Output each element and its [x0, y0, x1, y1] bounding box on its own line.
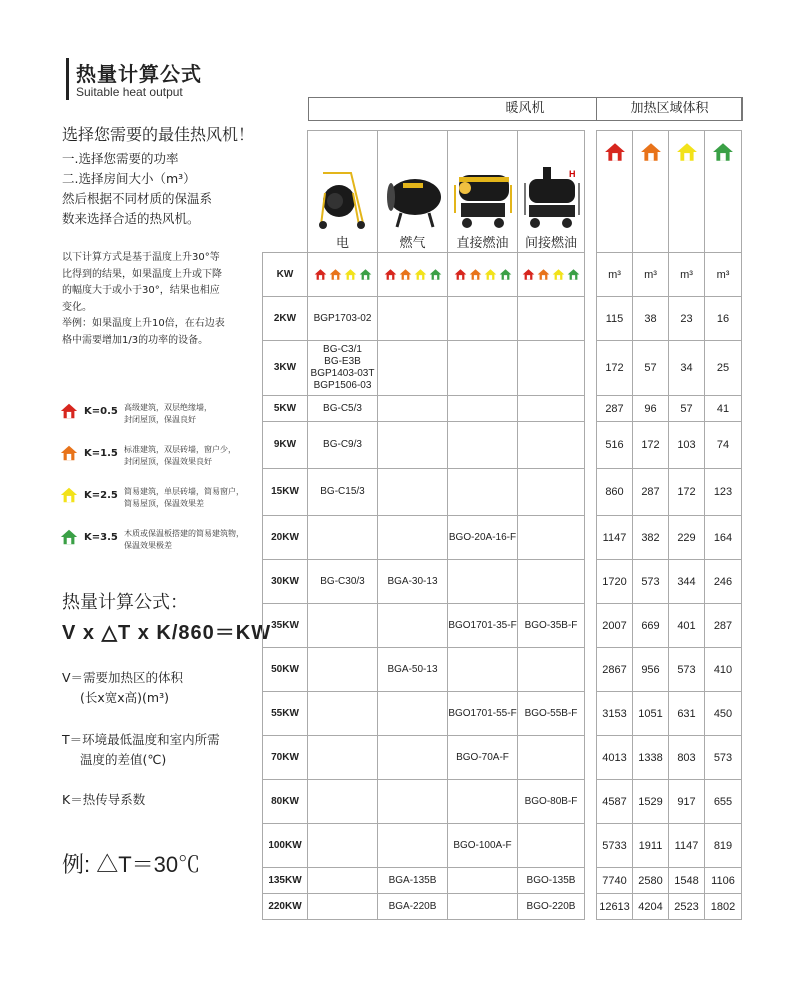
model-cell: [378, 516, 448, 560]
model-cell: [308, 469, 378, 516]
volume-cell: 344: [669, 560, 705, 604]
kw-header: KW: [263, 253, 308, 297]
model-cell: [518, 868, 585, 894]
volume-cell: 287: [705, 604, 742, 648]
intro-line: 数来选择合适的热风机。: [62, 211, 200, 226]
volume-cell: 2523: [669, 894, 705, 920]
model-cell: [378, 868, 448, 894]
intro-line: 一.选择您需要的功率: [62, 151, 179, 166]
model-cell: [518, 604, 585, 648]
model-name: BG-C15/3: [320, 486, 365, 497]
heater-table: [262, 130, 585, 920]
volume-cell: 631: [669, 692, 705, 736]
volume-cell: 25: [705, 341, 742, 396]
model-name: BGO-220B: [526, 900, 576, 912]
definition-v: V＝需要加热区的体积: [62, 670, 184, 685]
house-icon: [359, 268, 372, 281]
volume-cell: 4204: [633, 894, 669, 920]
volume-cell: 23: [669, 297, 705, 341]
house-icon: [567, 268, 580, 281]
indirect-heater-icon: [519, 163, 583, 233]
volume-cell: 57: [633, 341, 669, 396]
volume-cell: 1051: [633, 692, 669, 736]
model-cell: [308, 396, 378, 422]
insulation-class-cell: [597, 131, 633, 253]
model-cell: [308, 422, 378, 469]
house-icon: [60, 444, 78, 462]
model-cell: [308, 516, 378, 560]
model-cell: [518, 469, 585, 516]
model-name: BG-C5/3: [323, 402, 362, 414]
model-cell: [448, 692, 518, 736]
unit-m3: m³: [669, 253, 705, 297]
house-icon: [712, 141, 734, 163]
model-cell: [308, 692, 378, 736]
volume-cell: 164: [705, 516, 742, 560]
model-cell: [518, 560, 585, 604]
model-cell: [448, 422, 518, 469]
model-cell: [308, 341, 378, 396]
table-row: [263, 736, 585, 780]
volume-cell: 2867: [597, 648, 633, 692]
house-icon: [384, 268, 397, 281]
kw-cell: 5KW: [263, 396, 308, 422]
model-cell: [518, 824, 585, 868]
volume-cell: 74: [705, 422, 742, 469]
table-row: [263, 297, 585, 341]
model-cell: [378, 297, 448, 341]
model-cell: [378, 736, 448, 780]
definition-t-detail: 温度的差值(℃): [80, 752, 167, 767]
model-name: BG-C30/3: [320, 575, 365, 587]
kw-cell: 100KW: [263, 824, 308, 868]
definition-v-detail: (长x宽x高)(m³): [80, 690, 169, 705]
page-subtitle: Suitable heat output: [76, 85, 183, 99]
model-name: BGP1703-02: [313, 312, 372, 324]
table-row: [263, 422, 585, 469]
house-icon: [60, 528, 78, 546]
house-icon: [429, 268, 442, 281]
model-cell: [448, 736, 518, 780]
volume-row: [597, 692, 742, 736]
model-name: BGP1403-03T: [310, 368, 375, 379]
volume-cell: 172: [633, 422, 669, 469]
volume-cell: 2007: [597, 604, 633, 648]
volume-cell: 4587: [597, 780, 633, 824]
heater-image: [448, 158, 517, 238]
model-cell: [448, 894, 518, 920]
volume-group-header: [596, 97, 743, 121]
table-row: [263, 469, 585, 516]
model-name: BGA-30-13: [387, 575, 438, 587]
volume-cell: 655: [705, 780, 742, 824]
model-cell: [448, 648, 518, 692]
table-row: [263, 396, 585, 422]
table-row: [263, 692, 585, 736]
page-title: 热量计算公式: [76, 62, 202, 86]
kw-cell: 50KW: [263, 648, 308, 692]
model-name: BGO-70A-F: [456, 751, 509, 763]
note-line: 变化。: [62, 301, 92, 313]
model-cell: [448, 469, 518, 516]
house-icon: [414, 268, 427, 281]
legend-k-value: K=3.5: [84, 532, 118, 543]
electric-heater-icon: [311, 163, 375, 233]
volume-row: [597, 341, 742, 396]
house-icon: [484, 268, 497, 281]
volume-cell: 1147: [597, 516, 633, 560]
house-icon: [344, 268, 357, 281]
model-name: BGO1701-35-F: [448, 619, 517, 631]
legend-k-value: K=0.5: [84, 406, 118, 417]
category-header: [378, 131, 448, 253]
note-line: 以下计算方式是基于温度上升30°等: [62, 252, 220, 263]
unit-m3: m³: [633, 253, 669, 297]
insulation-icons: [308, 253, 378, 297]
kw-cell: 20KW: [263, 516, 308, 560]
category-label: 电: [335, 236, 349, 251]
definition-t: T＝环境最低温度和室内所需: [62, 732, 220, 747]
category-label: 燃气: [399, 236, 426, 251]
model-cell: [518, 516, 585, 560]
legend-description: 简易建筑，单层砖墙，简易窗户， 简易屋顶，保温效果差: [124, 487, 244, 508]
kw-cell: 220KW: [263, 894, 308, 920]
volume-row: [597, 422, 742, 469]
model-name: BG-C3/1: [323, 344, 362, 355]
svg-text:H: H: [569, 169, 576, 179]
intro-line: 然后根据不同材质的保温系: [62, 191, 213, 206]
volume-cell: 1106: [705, 868, 742, 894]
model-cell: [308, 297, 378, 341]
model-cell: [378, 396, 448, 422]
volume-cell: 5733: [597, 824, 633, 868]
model-name: BGO-100A-F: [453, 839, 512, 851]
model-cell: [308, 648, 378, 692]
model-cell: [378, 692, 448, 736]
kw-cell: 135KW: [263, 868, 308, 894]
legend-icon-wrap: [60, 402, 78, 424]
model-name: BGO-55B-F: [524, 707, 578, 719]
category-header: [308, 131, 378, 253]
model-name: BGA-220B: [388, 900, 437, 912]
volume-row: [597, 736, 742, 780]
volume-cell: 573: [669, 648, 705, 692]
volume-cell: 860: [597, 469, 633, 516]
table-row: [263, 648, 585, 692]
model-cell: [448, 780, 518, 824]
house-icon: [399, 268, 412, 281]
legend-k-value: K=1.5: [84, 448, 118, 459]
unit-m3: m³: [597, 253, 633, 297]
table-row: [263, 604, 585, 648]
category-header-row: [263, 131, 585, 253]
volume-cell: 123: [705, 469, 742, 516]
volume-cell: 3153: [597, 692, 633, 736]
model-cell: [308, 780, 378, 824]
heater-group-label: 暖风机: [505, 101, 545, 116]
legend-icon-wrap: [60, 528, 78, 550]
volume-cell: 573: [705, 736, 742, 780]
legend-description: 标准建筑，双层砖墙，窗户少， 封闭屋顶，保温效果良好: [124, 445, 236, 466]
house-icon: [552, 268, 565, 281]
model-name: BG-C9/3: [323, 439, 362, 450]
model-cell: [448, 868, 518, 894]
house-icon: [640, 141, 662, 163]
volume-cell: 1720: [597, 560, 633, 604]
table-row: [263, 516, 585, 560]
volume-cell: 450: [705, 692, 742, 736]
volume-cell: 287: [597, 396, 633, 422]
volume-cell: 1529: [633, 780, 669, 824]
volume-cell: 103: [669, 422, 705, 469]
model-cell: [448, 396, 518, 422]
volume-cell: 382: [633, 516, 669, 560]
volume-cell: 516: [597, 422, 633, 469]
model-cell: [448, 341, 518, 396]
volume-row: [597, 868, 742, 894]
note-line: 比得到的结果，如果温度上升或下降: [62, 268, 222, 280]
house-icon: [522, 268, 535, 281]
model-name: BGO-80B-F: [524, 795, 578, 807]
volume-row: [597, 516, 742, 560]
blank-cell: [263, 131, 308, 253]
volume-cell: 38: [633, 297, 669, 341]
model-cell: [448, 516, 518, 560]
model-name: BGA-50-13: [387, 663, 438, 675]
model-cell: [308, 736, 378, 780]
insulation-class-cell: [669, 131, 705, 253]
table-row: [263, 780, 585, 824]
volume-cell: 246: [705, 560, 742, 604]
kw-cell: 35KW: [263, 604, 308, 648]
model-cell: [378, 780, 448, 824]
model-cell: [518, 692, 585, 736]
volume-cell: 41: [705, 396, 742, 422]
legend-description: 高级建筑，双层绝缘墙， 封闭屋顶，保温良好: [124, 403, 212, 424]
volume-cell: 803: [669, 736, 705, 780]
volume-row: [597, 894, 742, 920]
volume-cell: 172: [597, 341, 633, 396]
insulation-class-cell: [705, 131, 742, 253]
example-delta-t: 例: △T＝30℃: [62, 852, 201, 877]
intro-headline: 选择您需要的最佳热风机！: [62, 125, 255, 144]
kw-cell: 55KW: [263, 692, 308, 736]
kw-cell: 3KW: [263, 341, 308, 396]
table-row: [263, 894, 585, 920]
model-cell: [518, 396, 585, 422]
kw-cell: 15KW: [263, 469, 308, 516]
volume-cell: 956: [633, 648, 669, 692]
model-name: BGA-135B: [388, 874, 437, 886]
model-cell: [378, 894, 448, 920]
model-cell: [308, 894, 378, 920]
gas-heater-icon: [381, 163, 445, 233]
legend-icon-wrap: [60, 486, 78, 508]
kw-cell: 2KW: [263, 297, 308, 341]
intro-line: 二.选择房间大小（m³）: [62, 171, 196, 186]
house-icon: [499, 268, 512, 281]
model-cell: [378, 604, 448, 648]
heater-image: [378, 158, 447, 238]
model-cell: [448, 560, 518, 604]
volume-cell: 410: [705, 648, 742, 692]
volume-row: [597, 396, 742, 422]
volume-cell: 7740: [597, 868, 633, 894]
model-cell: [378, 648, 448, 692]
volume-cell: 819: [705, 824, 742, 868]
kw-cell: 80KW: [263, 780, 308, 824]
volume-cell: 229: [669, 516, 705, 560]
model-name: BGO-135B: [526, 874, 576, 886]
volume-cell: 12613: [597, 894, 633, 920]
kw-cell: 9KW: [263, 422, 308, 469]
category-header: [518, 131, 585, 253]
kw-cell: 30KW: [263, 560, 308, 604]
volume-cell: 4013: [597, 736, 633, 780]
house-icon: [604, 141, 626, 163]
model-cell: [518, 894, 585, 920]
volume-table: [596, 130, 742, 920]
house-icon: [60, 486, 78, 504]
model-name: BGP1506-03: [313, 380, 372, 391]
house-icon: [537, 268, 550, 281]
category-label: 直接燃油: [456, 236, 509, 251]
note-line: 的幅度大于或小于30°，结果也相应: [62, 285, 220, 296]
legend-k-value: K=2.5: [84, 490, 118, 501]
volume-cell: 16: [705, 297, 742, 341]
model-cell: [448, 604, 518, 648]
table-row: [263, 341, 585, 396]
model-cell: [518, 780, 585, 824]
model-name: BGO1701-55-F: [448, 707, 517, 719]
volume-cell: 1548: [669, 868, 705, 894]
model-cell: [308, 868, 378, 894]
house-icon: [329, 268, 342, 281]
house-icon: [454, 268, 467, 281]
volume-unit-row: [597, 253, 742, 297]
heater-image: [518, 158, 584, 238]
model-cell: [378, 824, 448, 868]
heater-image: [308, 158, 377, 238]
house-icon: [469, 268, 482, 281]
house-icon: [60, 402, 78, 420]
model-name: BGO-20A-16-F: [448, 531, 517, 543]
unit-m3: m³: [705, 253, 742, 297]
volume-cell: 573: [633, 560, 669, 604]
house-icon: [676, 141, 698, 163]
table-row: [263, 560, 585, 604]
model-cell: [378, 469, 448, 516]
kw-cell: 70KW: [263, 736, 308, 780]
volume-row: [597, 648, 742, 692]
volume-cell: 172: [669, 469, 705, 516]
model-cell: [308, 560, 378, 604]
legend-icon-wrap: [60, 444, 78, 466]
volume-group-label: 加热区域体积: [630, 101, 709, 116]
model-name: BG-E3B: [324, 356, 361, 367]
model-cell: [448, 297, 518, 341]
model-cell: [518, 648, 585, 692]
volume-cell: 2580: [633, 868, 669, 894]
model-cell: [378, 422, 448, 469]
definition-k: K＝热传导系数: [62, 792, 146, 807]
volume-row: [597, 780, 742, 824]
table-row: [263, 868, 585, 894]
volume-cell: 669: [633, 604, 669, 648]
house-icon: [314, 268, 327, 281]
table-row: [263, 824, 585, 868]
model-name: BGO-35B-F: [524, 619, 578, 631]
note-line: 举例：如果温度上升10倍，在右边表: [62, 318, 225, 329]
volume-cell: 1911: [633, 824, 669, 868]
volume-icon-row: [597, 131, 742, 253]
volume-cell: 1802: [705, 894, 742, 920]
volume-cell: 1147: [669, 824, 705, 868]
model-cell: [518, 297, 585, 341]
model-cell: [518, 422, 585, 469]
insulation-class-cell: [633, 131, 669, 253]
volume-cell: 34: [669, 341, 705, 396]
model-cell: [448, 824, 518, 868]
volume-cell: 57: [669, 396, 705, 422]
model-cell: [378, 341, 448, 396]
kw-header-row: [263, 253, 585, 297]
note-line: 格中需要增加1/3的功率的设备。: [62, 334, 209, 346]
category-header: [448, 131, 518, 253]
legend-description: 木质或保温板搭建的简易建筑物， 保温效果极差: [124, 529, 244, 550]
insulation-icons: [378, 253, 448, 297]
model-cell: [518, 736, 585, 780]
volume-row: [597, 560, 742, 604]
calculation-note: [62, 250, 262, 349]
volume-cell: 401: [669, 604, 705, 648]
model-cell: [308, 604, 378, 648]
direct-heater-icon: [451, 163, 515, 233]
volume-row: [597, 604, 742, 648]
volume-cell: 115: [597, 297, 633, 341]
volume-cell: 96: [633, 396, 669, 422]
model-cell: [378, 560, 448, 604]
volume-cell: 1338: [633, 736, 669, 780]
volume-cell: 917: [669, 780, 705, 824]
volume-row: [597, 297, 742, 341]
volume-row: [597, 824, 742, 868]
category-label: 间接燃油: [524, 236, 577, 251]
formula-title: 热量计算公式：: [62, 592, 188, 613]
model-cell: [308, 824, 378, 868]
model-cell: [518, 341, 585, 396]
insulation-icons: [448, 253, 518, 297]
volume-cell: 287: [633, 469, 669, 516]
volume-row: [597, 469, 742, 516]
formula-expression: V x △T x K/860＝KW: [62, 622, 272, 644]
title-accent-bar: [66, 58, 69, 100]
insulation-icons: [518, 253, 585, 297]
